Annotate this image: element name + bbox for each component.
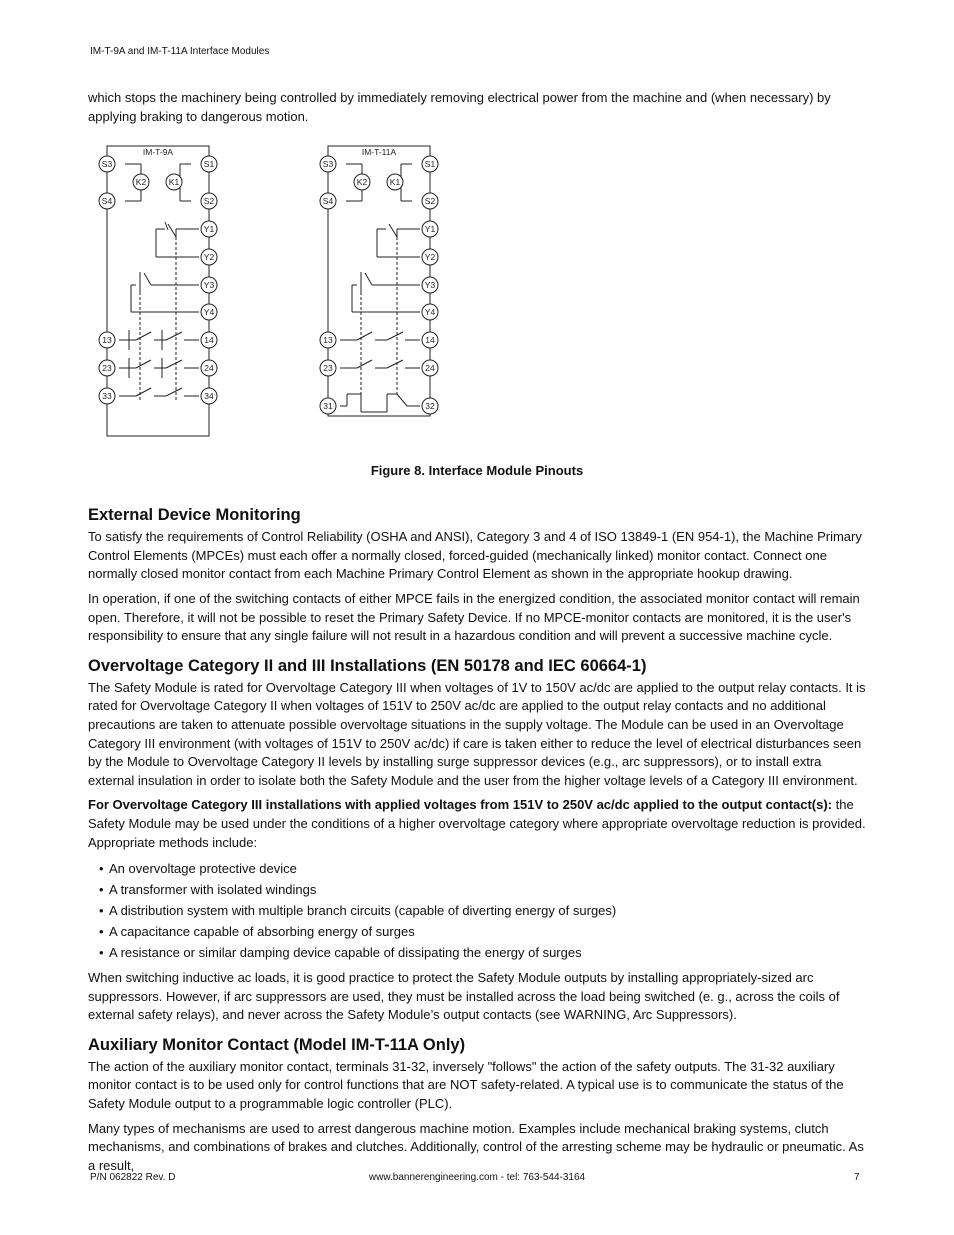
pin-label: Y4 bbox=[424, 307, 436, 318]
body-paragraph: The action of the auxiliary monitor contact, terminals 31-32, inversely "follows" the action of the safety outputs. The 31-32 auxiliary monitor contact is to be used only for control functions that are NOT safety-related. A typical use is to communicate the status of the Safety Module output to a programmable logic controller (PLC). bbox=[88, 1058, 844, 1112]
pin-label: S3 bbox=[101, 159, 113, 170]
body-paragraph: Many types of mechanisms are used to arrest dangerous machine motion. Examples include mechanical braking systems, clutch mechanisms, and combinations of brakes and clutches. Additionally, control of the arresting scheme may be hydraulic or pneumatic. As a result, bbox=[88, 1120, 864, 1173]
pin-label: S2 bbox=[203, 196, 215, 207]
pin-label: 24 bbox=[204, 363, 214, 374]
methods-list bbox=[88, 858, 866, 963]
pin-label: 13 bbox=[323, 335, 333, 346]
pin-label: S1 bbox=[424, 159, 436, 170]
pin-label: 23 bbox=[102, 363, 112, 374]
figure-caption: Figure 8. Interface Module Pinouts bbox=[370, 463, 584, 479]
page-number: 7 bbox=[854, 1172, 860, 1183]
pin-label: 13 bbox=[102, 335, 112, 346]
pin-label: Y2 bbox=[424, 252, 436, 263]
bold-rest: the Safety Module may be used under the conditions of a higher overvoltage category where appropriate overvoltage reduction is provided. Appropriate methods include: bbox=[88, 797, 866, 850]
section-heading: External Device Monitoring bbox=[88, 506, 301, 525]
pin-label: Y2 bbox=[203, 252, 215, 263]
pin-label: 24 bbox=[425, 363, 435, 374]
module-title: IM-T-9A bbox=[142, 147, 174, 158]
pin-label: S2 bbox=[424, 196, 436, 207]
pin-label: S4 bbox=[101, 196, 113, 207]
pin-label: Y3 bbox=[203, 280, 215, 291]
footer-contact: www.bannerengineering.com - tel: 763-544-3164 bbox=[368, 1172, 586, 1183]
body-paragraph: In operation, if one of the switching contacts of either MPCE fails in the energized condition, the associated monitor contact will remain open. Therefore, it will not be possible to reset the Primary Safety Device. If no MPCE-monitor contacts are monitored, it is the user's responsibility to ensure that any single failure will not result in a hazardous condition and will prevent a successive machine cycle. bbox=[88, 590, 860, 644]
pin-label: 14 bbox=[425, 335, 435, 346]
pin-label: Y1 bbox=[203, 224, 215, 235]
pin-label: 14 bbox=[204, 335, 214, 346]
bold-lead: For Overvoltage Category III installations with applied voltages from 151V to 250V ac/dc applied to the output contact(s): bbox=[88, 797, 833, 813]
list-item: • A transformer with isolated windings bbox=[88, 879, 866, 900]
running-header: IM-T-9A and IM-T-11A Interface Modules bbox=[90, 46, 270, 57]
intro-paragraph: which stops the machinery being controlled by immediately removing electrical power from the machine and (when necessary) by applying braking to dangerous motion. bbox=[88, 90, 831, 124]
body-paragraph bbox=[88, 796, 866, 852]
module-title: IM-T-11A bbox=[361, 147, 397, 158]
im-t-11a-diagram bbox=[317, 142, 447, 442]
pin-label: K2 bbox=[356, 177, 368, 188]
body-paragraph: When switching inductive ac loads, it is good practice to protect the Safety Module outputs by installing appropriately-sized arc suppressors. However, if arc suppressors are used, they must be installed across the load being switched (e. g., across the coils of external safety relays), and never across the Safety Module’s output contacts (see WARNING, Arc Suppressors). bbox=[88, 970, 840, 1023]
pin-label: S4 bbox=[322, 196, 334, 207]
footer-part-number: P/N 062822 Rev. D bbox=[90, 1172, 176, 1183]
page-content bbox=[88, 89, 866, 1181]
pin-label: K2 bbox=[135, 177, 147, 188]
pin-label: Y3 bbox=[424, 280, 436, 291]
pin-label: 23 bbox=[323, 363, 333, 374]
body-paragraph: The Safety Module is rated for Overvoltage Category III when voltages of 1V to 150V ac/dc are applied to the output relay contacts. It is rated for Overvoltage Category II when voltages of 151V to 250V ac/dc are applied to the output relay contacts and no additional precautions are taken to attenuate possible overvoltage situations in the supply voltage. The Module can be used in an Overvoltage Category III environment (with voltages of 151V to 250V ac/dc) if care is taken either to reduce the level of electrical disturbances seen by the Module to Overvoltage Category II levels by installing surge suppressor devices (e.g., arc suppressors), or to install extra external insulation in order to isolate both the Safety Module and the user from the higher voltage levels of a Category III environment. bbox=[88, 679, 866, 788]
pin-label: S3 bbox=[322, 159, 334, 170]
section-heading: Auxiliary Monitor Contact (Model IM-T-11A Only) bbox=[88, 1035, 466, 1054]
list-item: • A capacitance capable of absorbing energy of surges bbox=[88, 921, 866, 942]
list-item: • An overvoltage protective device bbox=[88, 858, 866, 879]
pin-label: 32 bbox=[425, 401, 435, 412]
pin-label: 34 bbox=[204, 391, 214, 402]
list-item: • A resistance or similar damping device capable of dissipating the energy of surges bbox=[88, 942, 866, 963]
pin-label: 33 bbox=[102, 391, 112, 402]
im-t-9a-diagram bbox=[96, 142, 226, 442]
pin-label: 31 bbox=[323, 401, 333, 412]
section-heading: Overvoltage Category II and III Installations (EN 50178 and IEC 60664-1) bbox=[88, 656, 647, 675]
pin-label: K1 bbox=[389, 177, 401, 188]
pin-label: Y1 bbox=[424, 224, 436, 235]
pin-label: K1 bbox=[168, 177, 180, 188]
pin-label: Y4 bbox=[203, 307, 215, 318]
pin-label: S1 bbox=[203, 159, 215, 170]
list-item: • A distribution system with multiple branch circuits (capable of diverting energy of surges) bbox=[88, 900, 866, 921]
pinout-figure bbox=[88, 142, 866, 479]
body-paragraph: To satisfy the requirements of Control Reliability (OSHA and ANSI), Category 3 and 4 of ISO 13849-1 (EN 954-1), the Machine Primary Control Elements (MPCEs) must each offer a normally closed, forced-guided (mechanically linked) monitor contact. Connect one normally closed monitor contact from each Machine Primary Control Element as shown in the appropriate hookup drawing. bbox=[88, 529, 862, 582]
